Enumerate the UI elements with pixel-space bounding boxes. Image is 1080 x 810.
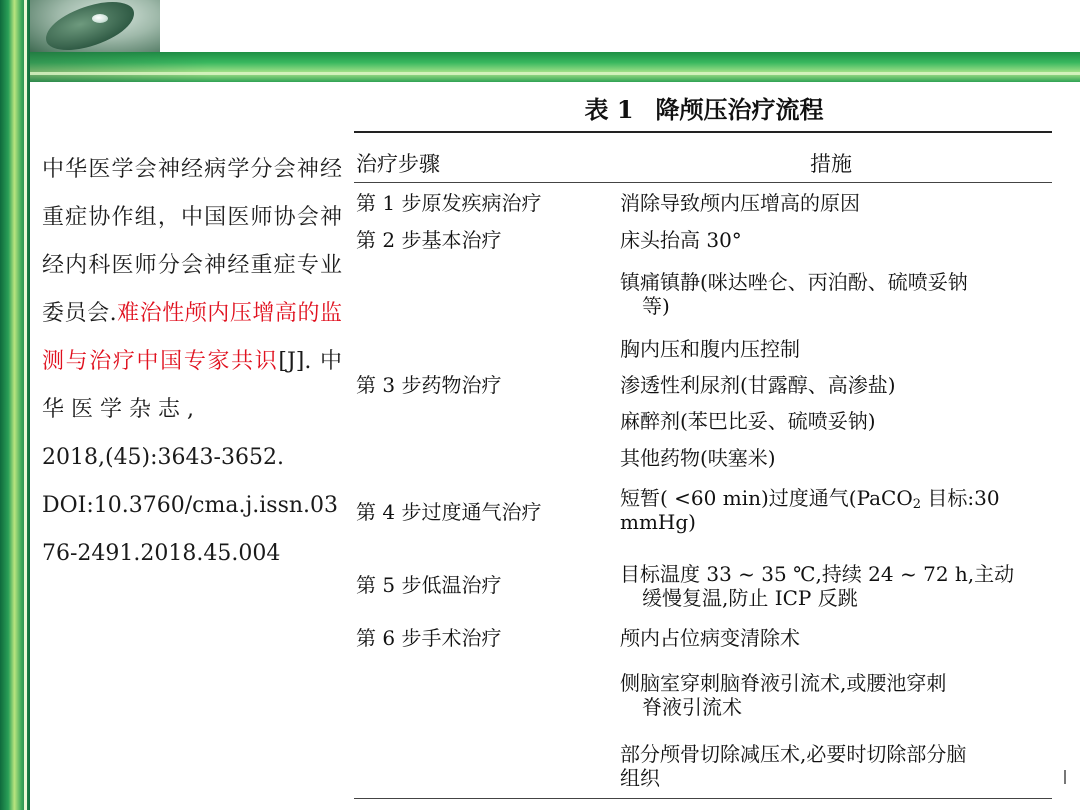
measure-7: 其他药物(呋塞米): [620, 446, 776, 470]
header-measure: 措施: [810, 152, 852, 176]
measure-12-line2: 组织: [620, 766, 660, 790]
measure-12: [620, 742, 1052, 790]
citation-title: 难治性颅内压增高的监测与治疗中国专家共识: [42, 301, 342, 374]
measure-3-line1: 镇痛镇静(咪达唑仑、丙泊酚、硫喷妥钠: [620, 270, 968, 294]
left-decorative-bar: [0, 0, 30, 810]
band-highlight: [30, 72, 1080, 75]
table-number: 表 1: [584, 95, 634, 124]
measure-12-line1: 部分颅骨切除减压术,必要时切除部分脑: [620, 742, 967, 766]
step-3: 第 3 步药物治疗: [356, 373, 502, 397]
measure-8-subscript: 2: [912, 497, 922, 512]
water-drop: [92, 14, 108, 23]
citation-doi-line1: DOI:10.3760/cma.j.issn.03: [42, 493, 339, 518]
measure-6: 麻醉剂(苯巴比妥、硫喷妥钠): [620, 409, 876, 433]
measure-9: [620, 562, 1052, 610]
measure-4: 胸内压和腹内压控制: [620, 337, 800, 361]
step-1: 第 1 步原发疾病治疗: [356, 191, 542, 215]
leaf-water-drop-image: [30, 0, 160, 52]
leaf-shape: [41, 0, 140, 52]
citation-authors: 中华医学会神经病学分会神经重症协作组，中国医师协会神经内科医师分会神经重症专业委员会.: [42, 157, 342, 326]
measure-8-post: 目标:30: [921, 486, 1000, 510]
table-bottom-rule: [354, 798, 1052, 799]
table-header-rule: [354, 182, 1052, 183]
measure-5: 渗透性利尿剂(甘露醇、高渗盐): [620, 373, 896, 397]
step-2: 第 2 步基本治疗: [356, 228, 502, 252]
citation-source: [J]. 中 华 医 学 杂 志 ,: [42, 349, 342, 422]
corner-mark: [1064, 770, 1066, 784]
left-bar-stripe: [24, 0, 27, 810]
table-title: [354, 90, 1054, 125]
measure-8: [620, 486, 1052, 534]
citation-year-issue: 2018,(45):3643-3652.: [42, 445, 284, 470]
measure-10: 颅内占位病变清除术: [620, 626, 800, 650]
table-title-text: 降颅压治疗流程: [655, 95, 824, 124]
measure-3-line2: 等): [642, 294, 670, 318]
measure-3: [620, 270, 1052, 318]
top-green-band: [30, 52, 1080, 82]
citation-text: [42, 146, 342, 578]
measure-11-line2: 脊液引流术: [642, 695, 742, 719]
measure-8-line2: mmHg): [620, 510, 696, 534]
measure-1: 消除导致颅内压增高的原因: [620, 191, 860, 215]
table-top-rule: [354, 131, 1052, 133]
measure-8-line1: [620, 486, 1052, 510]
measure-11: [620, 671, 1052, 719]
citation-doi-line2: 76-2491.2018.45.004: [42, 541, 281, 566]
step-4: 第 4 步过度通气治疗: [356, 500, 542, 524]
measure-9-line2: 缓慢复温,防止 ICP 反跳: [642, 586, 858, 610]
measure-8-pre: 短暂( <60 min)过度通气(PaCO: [620, 486, 913, 510]
measure-9-line1: 目标温度 33 ~ 35 ℃,持续 24 ~ 72 h,主动: [620, 562, 1015, 586]
measure-11-line1: 侧脑室穿刺脑脊液引流术,或腰池穿刺: [620, 671, 947, 695]
header-step: 治疗步骤: [356, 152, 440, 176]
band-fade: [30, 52, 210, 82]
measure-2: 床头抬高 30°: [620, 228, 742, 252]
step-5: 第 5 步低温治疗: [356, 573, 502, 597]
step-6: 第 6 步手术治疗: [356, 626, 502, 650]
